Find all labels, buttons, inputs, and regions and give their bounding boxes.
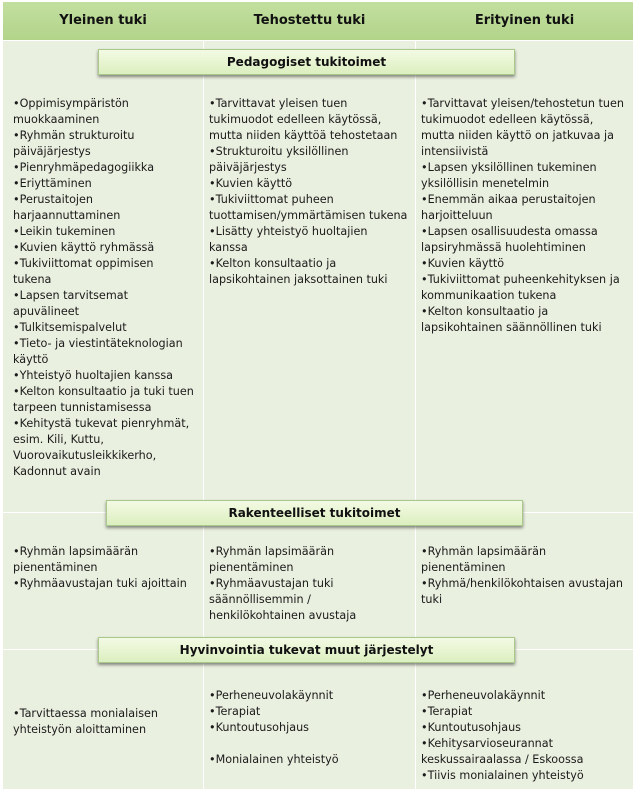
wellbeing-general-list — [13, 706, 195, 738]
list-item: •Leikin tukeminen — [13, 225, 116, 238]
list-item: •Tarvittavat yleisen/tehostetun tuen tukimuodot edelleen käytössä, mutta niiden käyttö on jatkuvaa ja intensiivistä — [421, 97, 624, 158]
structural-intensified-list — [209, 544, 409, 624]
wellbeing-intensified-list — [209, 688, 409, 768]
list-item: •Ryhmän lapsimäärän pienentäminen — [421, 545, 547, 574]
list-item: •Terapiat — [421, 705, 473, 718]
list-item: •Tulkitsemispalvelut — [13, 321, 127, 334]
structural-special-list — [421, 544, 626, 608]
list-item: •Kuvien käyttö ryhmässä — [13, 241, 155, 254]
list-item: •Tukiviittomat puheenkehityksen ja kommunikaation tukena — [421, 273, 620, 302]
list-item: •Yhteistyö huoltajien kanssa — [13, 369, 174, 382]
pedagogical-general-list — [13, 96, 195, 480]
list-item: •Ryhmän strukturoitu päiväjärjestys — [13, 129, 135, 158]
column-divider — [203, 2, 204, 789]
section-title-structural: Rakenteelliset tukitoimet — [106, 500, 523, 526]
list-item: •Kehitystä tukevat pienryhmät, esim. Kili, Kuttu, Vuorovaikutusleikkikerho, Kadonnut avain — [13, 417, 190, 478]
pedagogical-intensified-list — [209, 96, 409, 288]
list-item: •Tiivis monialainen yhteistyö — [421, 769, 584, 782]
list-item: •Ryhmän lapsimäärän pienentäminen — [209, 545, 335, 574]
header-intensified-support: Tehostettu tuki — [253, 13, 366, 28]
list-item: •Eriyttäminen — [13, 177, 92, 190]
list-item: •Kelton konsultaatio ja lapsikohtainen jaksottainen tuki — [209, 257, 388, 286]
list-item: •Terapiat — [209, 705, 261, 718]
list-item: •Kuntoutusohjaus — [421, 721, 522, 734]
list-item: •Oppimisympäristön muokkaaminen — [13, 97, 129, 126]
list-item: •Kuvien käyttö — [421, 257, 505, 270]
list-item: •Kehitysarvioseurannat keskussairaalassa / Eskoossa — [421, 737, 584, 766]
list-item: •Lapsen yksilöllinen tukeminen yksilöllisin menetelmin — [421, 161, 597, 190]
header-general-support: Yleinen tuki — [59, 13, 147, 28]
list-item: •Enemmän aikaa perustaitojen harjoitteluun — [421, 193, 596, 222]
structural-general-list — [13, 544, 195, 592]
list-item: •Strukturoitu yksilöllinen päiväjärjestys — [209, 145, 349, 174]
pedagogical-special-list — [421, 96, 626, 336]
list-item: •Perustaitojen harjaannuttaminen — [13, 193, 121, 222]
list-item: •Lapsen osallisuudesta omassa lapsiryhmässä huolehtiminen — [421, 225, 598, 254]
wellbeing-special-list — [421, 688, 626, 784]
list-item: •Ryhmäavustajan tuki ajoittain — [13, 577, 187, 590]
list-item: •Kuntoutusohjaus — [209, 721, 310, 734]
list-item: •Kuvien käyttö — [209, 177, 293, 190]
list-item: •Ryhmä/henkilökohtaisen avustajan tuki — [421, 577, 624, 606]
list-item: •Ryhmän lapsimäärän pienentäminen — [13, 545, 139, 574]
list-item: •Kelton konsultaatio ja lapsikohtainen säännöllinen tuki — [421, 305, 602, 334]
list-item: •Tarvittavat yleisen tuen tukimuodot edelleen käytössä, mutta niiden käyttöä tehostetaan — [209, 97, 398, 142]
list-item: •Tarvittaessa monialaisen yhteistyön aloittaminen — [13, 707, 159, 736]
column-divider — [415, 2, 416, 789]
list-item: •Perheneuvolakäynnit — [421, 689, 546, 702]
table-header — [3, 2, 633, 41]
header-special-support: Erityinen tuki — [474, 13, 575, 28]
list-item: •Kelton konsultaatio ja tuki tuen tarpeen tunnistamisessa — [13, 385, 194, 414]
list-item: •Lapsen tarvitsemat apuvälineet — [13, 289, 128, 318]
section-title-wellbeing: Hyvinvointia tukevat muut järjestelyt — [98, 637, 515, 663]
list-item: •Lisätty yhteistyö huoltajien kanssa — [209, 225, 368, 254]
list-item: •Ryhmäavustajan tuki säännöllisemmin / henkilökohtainen avustaja — [209, 577, 357, 622]
list-item: •Tukiviittomat oppimisen tukena — [13, 257, 154, 286]
list-item: •Tieto- ja viestintäteknologian käyttö — [13, 337, 183, 366]
list-item: •Pienryhmäpedagogiikka — [13, 161, 155, 174]
list-item: •Tukiviittomat puheen tuottamisen/ymmärtämisen tukena — [209, 193, 408, 222]
section-title-pedagogical: Pedagogiset tukitoimet — [98, 49, 515, 75]
list-item: •Monialainen yhteistyö — [209, 753, 339, 766]
support-levels-table — [3, 2, 633, 789]
list-item: •Perheneuvolakäynnit — [209, 689, 334, 702]
